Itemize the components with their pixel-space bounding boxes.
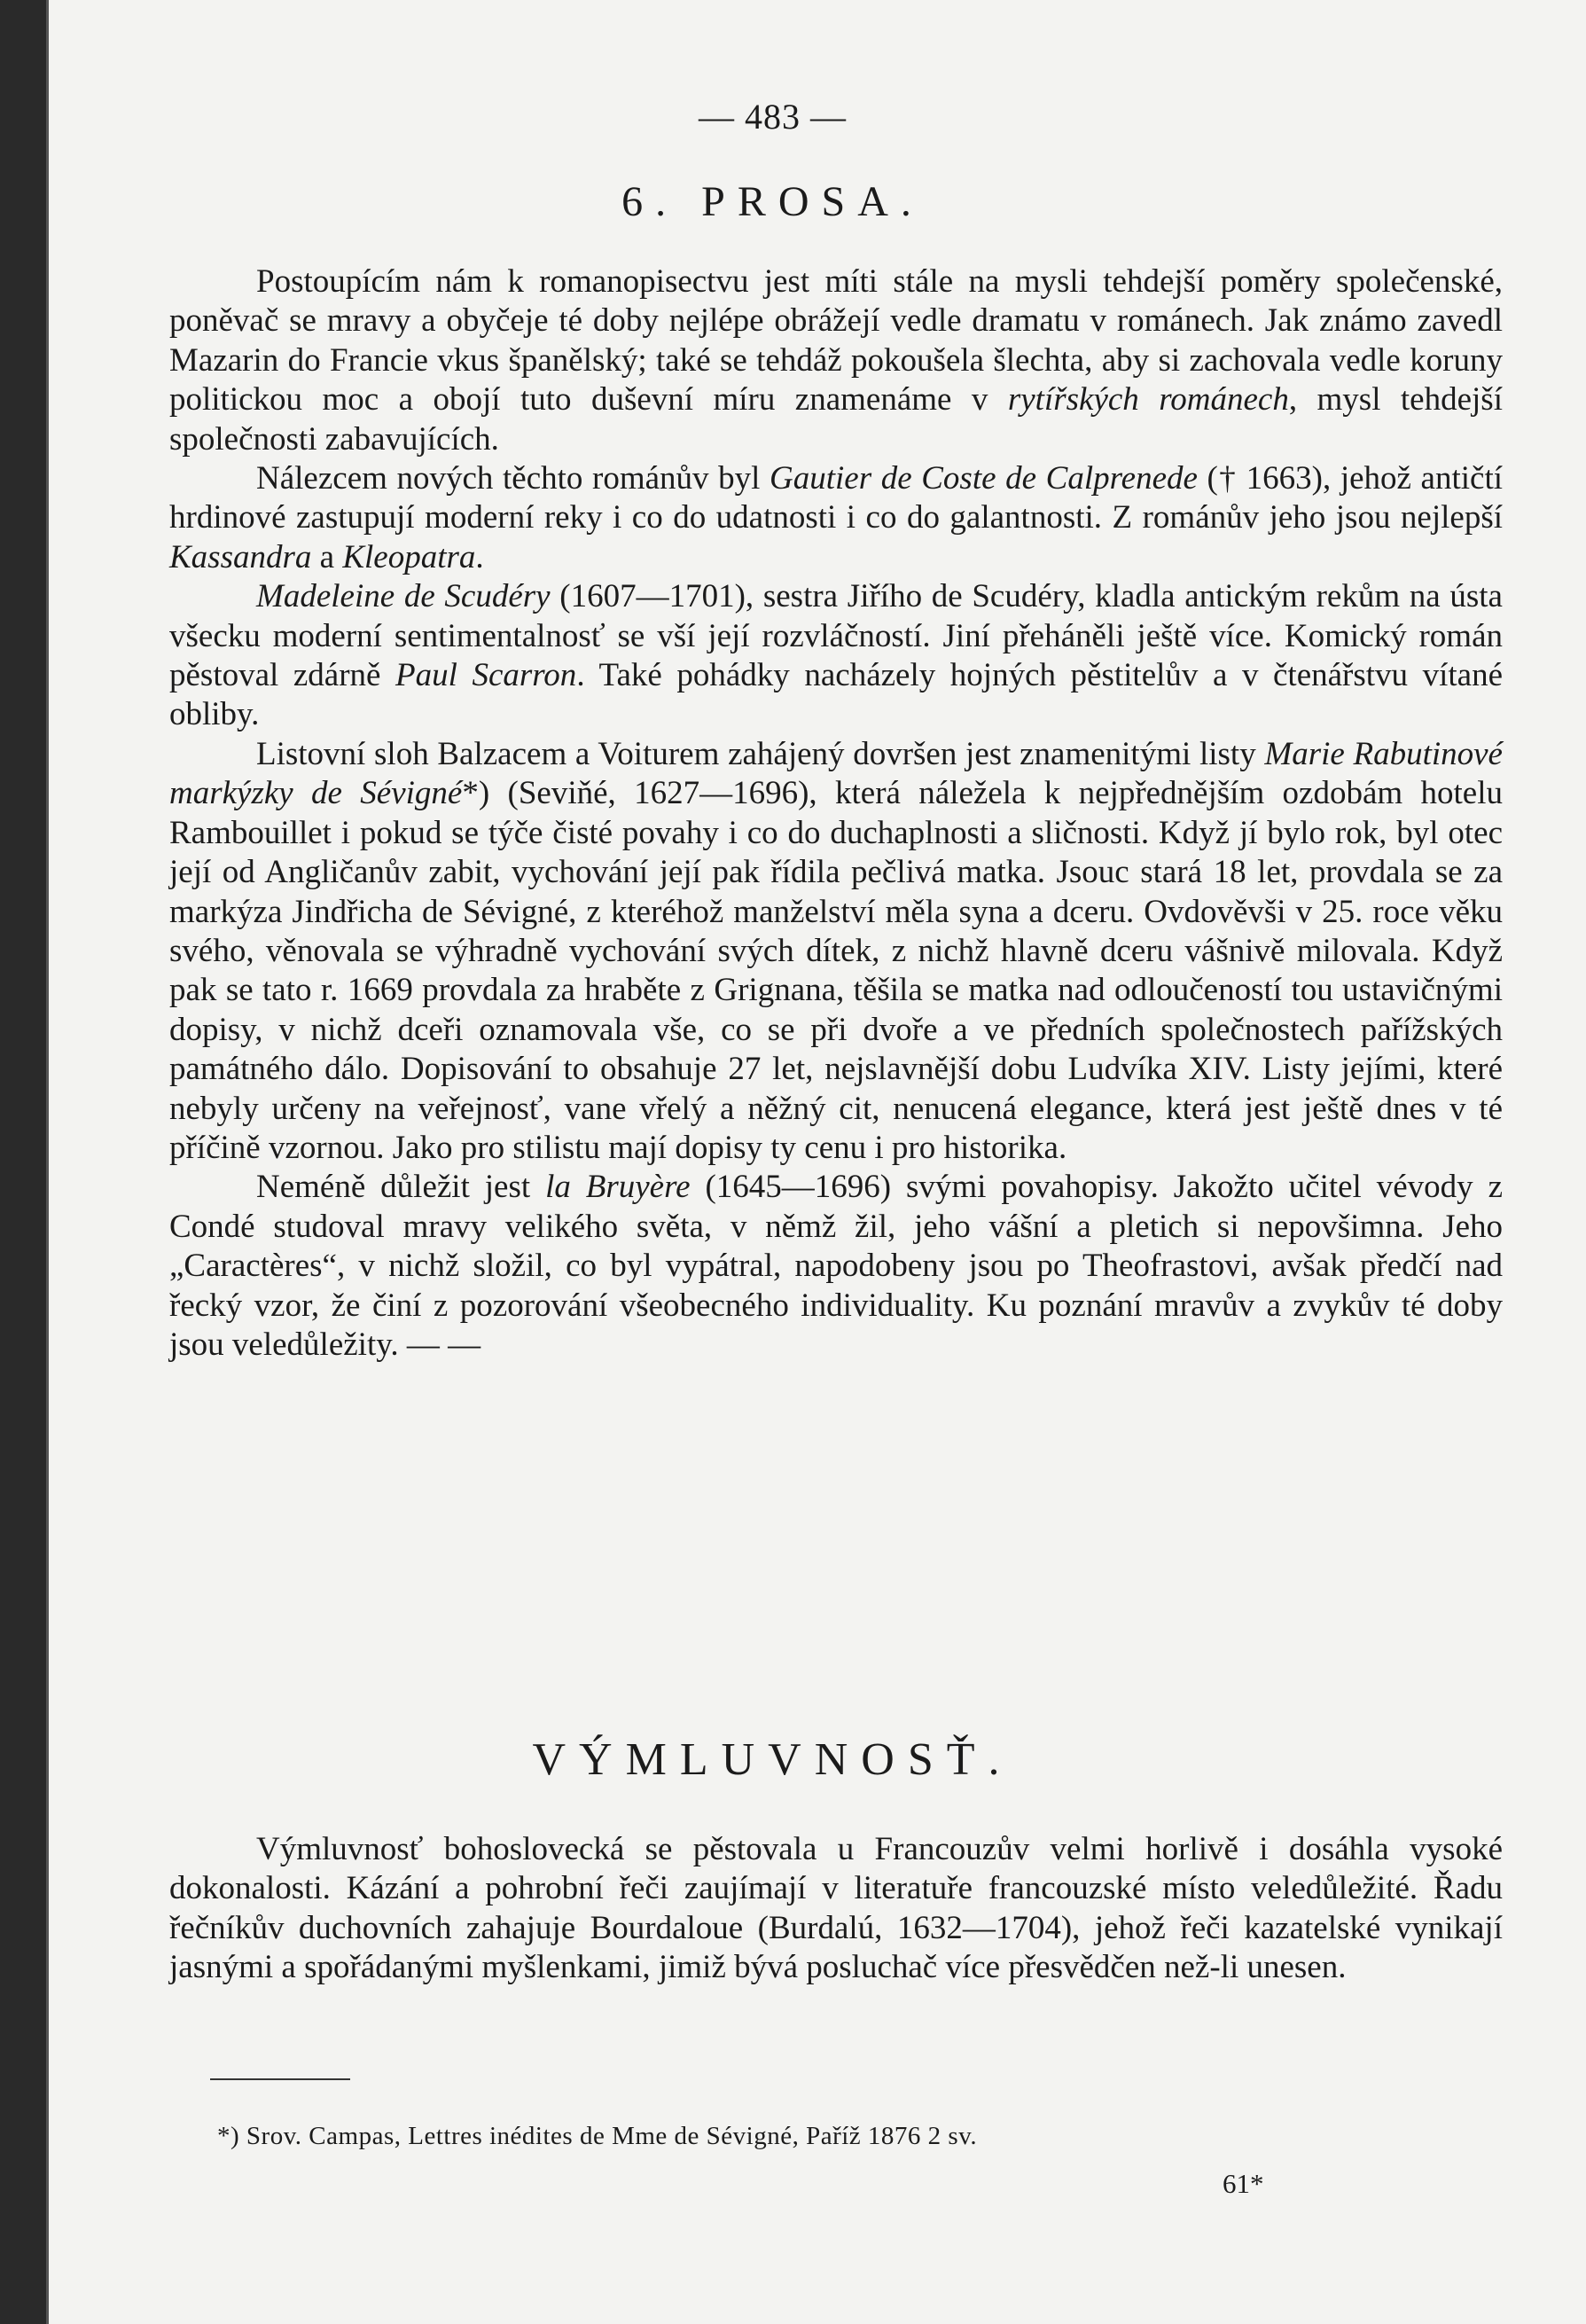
page-number: — 483 — bbox=[699, 97, 847, 137]
section-prosa-body bbox=[169, 262, 1503, 1365]
paragraph-6: Výmluvnosť bohoslovecká se pěstovala u Francouzův velmi horlivě i dosáhla vysoké dokonalosti. Kázání a pohrobní řeči zaujímají v literatuře francouzské místo veledůležité. Řadu řečníkův duchovních zahajuje Bourdaloue (Burdalú, 1632—1704), jehož řeči kazatelské vynikají jasnými a spořádanými myšlenkami, jimiž bývá posluchač více přesvědčen než-li unesen. bbox=[169, 1831, 1503, 1986]
section-heading-prosa: 6. PROSA. bbox=[621, 178, 924, 225]
paragraph-5: Neméně důležit jest la Bruyère (1645—1696) svými povahopisy. Jakožto učitel vévody z Condé studoval mravy velikého světa, v němž žil, jeho vášní a pletich si nepovšimna. Jeho „Caractères“, v nichž složil, co byl vypátral, napodobeny jsou po Theofrastovi, avšak předčí nad řecký vzor, že činí z pozorování všeobecného individuality. Ku poznání mravův a zvykův té doby jsou veledůležity. — — bbox=[169, 1169, 1503, 1363]
paragraph-1: Postoupícím nám k romanopisectvu jest míti stále na mysli tehdejší poměry společenské, poněvač se mravy a obyčeje té doby nejlépe obrážejí vedle dramatu v románech. Jak známo zavedl Mazarin do Francie vkus španělský; také se tehdáž pokoušela šlechta, aby si zachovala vedle koruny politickou moc a obojí tuto duševní míru znamenáme v rytířských románech, mysl tehdejší společnosti zabavujících. bbox=[169, 263, 1503, 458]
paragraph-2: Nálezcem nových těchto románův byl Gautier de Coste de Calprenede († 1663), jehož antičtí hrdinové zastupují moderní reky i co do udatnosti i co do galantnosti. Z románův jeho jsou nejlepší Kassandra a Kleopatra. bbox=[169, 460, 1504, 575]
paragraph-3: Madeleine de Scudéry (1607—1701), sestra Jiřího de Scudéry, kladla antickým rekům na ústa všecku moderní sentimentalnosť se vší její rozvláčností. Jiní přeháněli ještě více. Komický román pěstoval zdárně Paul Scarron. Také pohádky nacházely hojných pěstitelův a v čtenářstvu vítané obliby. bbox=[169, 578, 1504, 733]
section-vymluvnost-body bbox=[169, 1830, 1503, 1988]
signature-mark: 61* bbox=[1223, 2168, 1264, 2199]
footnote-divider bbox=[210, 2078, 350, 2080]
footnote: *) Srov. Campas, Lettres inédites de Mme de Sévigné, Paříž 1876 2 sv. bbox=[217, 2122, 978, 2150]
book-page bbox=[46, 0, 1586, 2324]
section-heading-vymluvnost: VÝMLUVNOSŤ. bbox=[532, 1734, 1013, 1785]
paragraph-4: Listovní sloh Balzacem a Voiturem zahájený dovršen jest znamenitými listy Marie Rabutinové markýzky de Sévigné*) (Seviňé, 1627—1696), která náležela k nejpřednějším ozdobám hotelu Rambouillet i pokud se týče čisté povahy i co do duchaplnosti a sličnosti. Když jí bylo rok, byl otec její od Angličanův zabit, vychování její pak řídila pečlivá matka. Jsouc stará 18 let, provdala se za markýza Jindřicha de Sévigné, z kteréhož manželství měla syna a dceru. Ovdověvši v 25. roce věku svého, věnovala se výhradně vychování svých dítek, z nichž hlavně dceru vášnivě milovala. Když pak se tato r. 1669 provdala za hraběte z Grignana, těšila se matka nad odloučeností tou ustavičnými dopisy, v nichž dceři oznamovala vše, co se při dvoře a ve předních společnostech pařížských památného dálo. Dopisování to obsahuje 27 let, nejslavnější dobu Ludvíka XIV. Listy jejími, které nebyly určeny na veřejnosť, vane vřelý a něžný cit, nenucená elegance, která jest ještě dnes v té příčině vzornou. Jako pro stilistu mají dopisy ty cenu i pro historika. bbox=[169, 735, 1503, 1166]
